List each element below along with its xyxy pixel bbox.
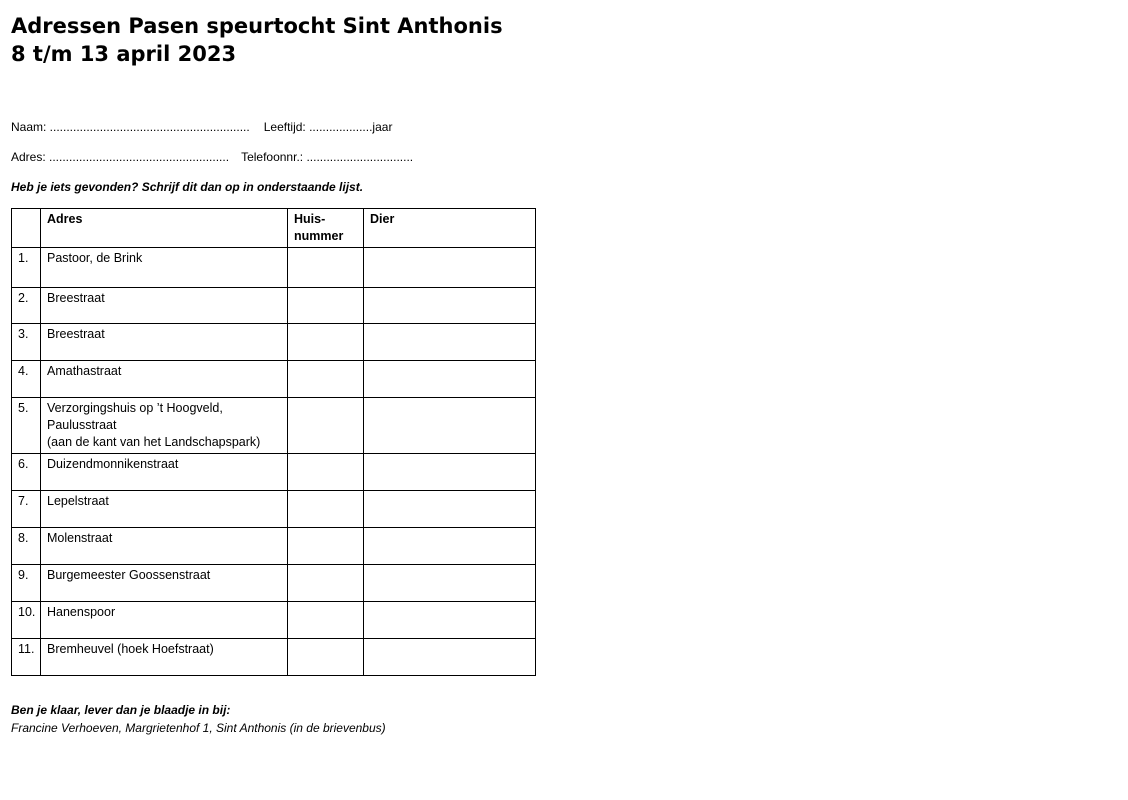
table-row bbox=[12, 565, 536, 602]
naam-field[interactable]: Naam: ............................................................ bbox=[11, 120, 250, 134]
table-row bbox=[12, 398, 536, 454]
header-huis-line2: nummer bbox=[294, 229, 344, 243]
row-adres: Hanenspoor bbox=[41, 602, 288, 639]
table-header-row bbox=[12, 209, 536, 248]
row-number: 4. bbox=[12, 361, 41, 398]
huisnummer-cell[interactable] bbox=[288, 491, 364, 528]
dier-cell[interactable] bbox=[364, 491, 536, 528]
title-line-1: Adressen Pasen speurtocht Sint Anthonis bbox=[11, 14, 503, 38]
adres-field[interactable]: Adres: ...................................................... bbox=[11, 150, 230, 164]
row-number: 9. bbox=[12, 565, 41, 602]
row-adres: Pastoor, de Brink bbox=[41, 248, 288, 288]
page-title bbox=[11, 12, 503, 68]
row-adres: Molenstraat bbox=[41, 528, 288, 565]
row-adres: Duizendmonnikenstraat bbox=[41, 454, 288, 491]
footer-instruction: Ben je klaar, lever dan je blaadje in bij: bbox=[11, 703, 231, 717]
header-dier: Dier bbox=[364, 209, 536, 248]
dier-cell[interactable] bbox=[364, 565, 536, 602]
dier-cell[interactable] bbox=[364, 248, 536, 288]
header-huis-line1: Huis- bbox=[294, 212, 326, 226]
huisnummer-cell[interactable] bbox=[288, 454, 364, 491]
huisnummer-cell[interactable] bbox=[288, 528, 364, 565]
telefoon-field[interactable]: Telefoonnr.: ................................ bbox=[241, 150, 414, 164]
row-adres-line2: Paulusstraat bbox=[47, 418, 117, 432]
dier-cell[interactable] bbox=[364, 324, 536, 361]
dier-cell[interactable] bbox=[364, 288, 536, 324]
huisnummer-cell[interactable] bbox=[288, 639, 364, 676]
row-adres: Burgemeester Goossenstraat bbox=[41, 565, 288, 602]
form-line-adres bbox=[11, 150, 413, 164]
address-table bbox=[11, 208, 536, 676]
table-row bbox=[12, 324, 536, 361]
title-line-2: 8 t/m 13 april 2023 bbox=[11, 42, 237, 66]
huisnummer-cell[interactable] bbox=[288, 324, 364, 361]
row-number: 6. bbox=[12, 454, 41, 491]
dier-cell[interactable] bbox=[364, 454, 536, 491]
row-number: 5. bbox=[12, 398, 41, 454]
dier-cell[interactable] bbox=[364, 361, 536, 398]
huisnummer-cell[interactable] bbox=[288, 602, 364, 639]
footer-address: Francine Verhoeven, Margrietenhof 1, Sint Anthonis (in de brievenbus) bbox=[11, 721, 386, 735]
row-adres: Bremheuvel (hoek Hoefstraat) bbox=[41, 639, 288, 676]
row-adres: Breestraat bbox=[41, 324, 288, 361]
row-number: 7. bbox=[12, 491, 41, 528]
table-row bbox=[12, 528, 536, 565]
dier-cell[interactable] bbox=[364, 602, 536, 639]
row-number: 2. bbox=[12, 288, 41, 324]
row-number: 10. bbox=[12, 602, 41, 639]
table-row bbox=[12, 248, 536, 288]
huisnummer-cell[interactable] bbox=[288, 248, 364, 288]
leeftijd-field[interactable]: Leeftijd: ...................jaar bbox=[263, 120, 393, 134]
table-row bbox=[12, 288, 536, 324]
table-row bbox=[12, 454, 536, 491]
row-adres: Amathastraat bbox=[41, 361, 288, 398]
table-row bbox=[12, 491, 536, 528]
table-row bbox=[12, 361, 536, 398]
row-adres: Breestraat bbox=[41, 288, 288, 324]
row-adres bbox=[41, 398, 288, 454]
row-adres-line1: Verzorgingshuis op ’t Hoogveld, bbox=[47, 401, 223, 415]
row-adres: Lepelstraat bbox=[41, 491, 288, 528]
dier-cell[interactable] bbox=[364, 528, 536, 565]
instruction-text: Heb je iets gevonden? Schrijf dit dan op in onderstaande lijst. bbox=[11, 180, 364, 194]
table-row bbox=[12, 602, 536, 639]
header-adres: Adres bbox=[41, 209, 288, 248]
header-huisnummer bbox=[288, 209, 364, 248]
huisnummer-cell[interactable] bbox=[288, 398, 364, 454]
header-num bbox=[12, 209, 41, 248]
row-number: 3. bbox=[12, 324, 41, 361]
table-row bbox=[12, 639, 536, 676]
dier-cell[interactable] bbox=[364, 639, 536, 676]
huisnummer-cell[interactable] bbox=[288, 288, 364, 324]
row-number: 11. bbox=[12, 639, 41, 676]
dier-cell[interactable] bbox=[364, 398, 536, 454]
row-adres-line3: (aan de kant van het Landschapspark) bbox=[47, 435, 261, 449]
row-number: 8. bbox=[12, 528, 41, 565]
huisnummer-cell[interactable] bbox=[288, 565, 364, 602]
form-line-naam bbox=[11, 120, 392, 134]
huisnummer-cell[interactable] bbox=[288, 361, 364, 398]
row-number: 1. bbox=[12, 248, 41, 288]
